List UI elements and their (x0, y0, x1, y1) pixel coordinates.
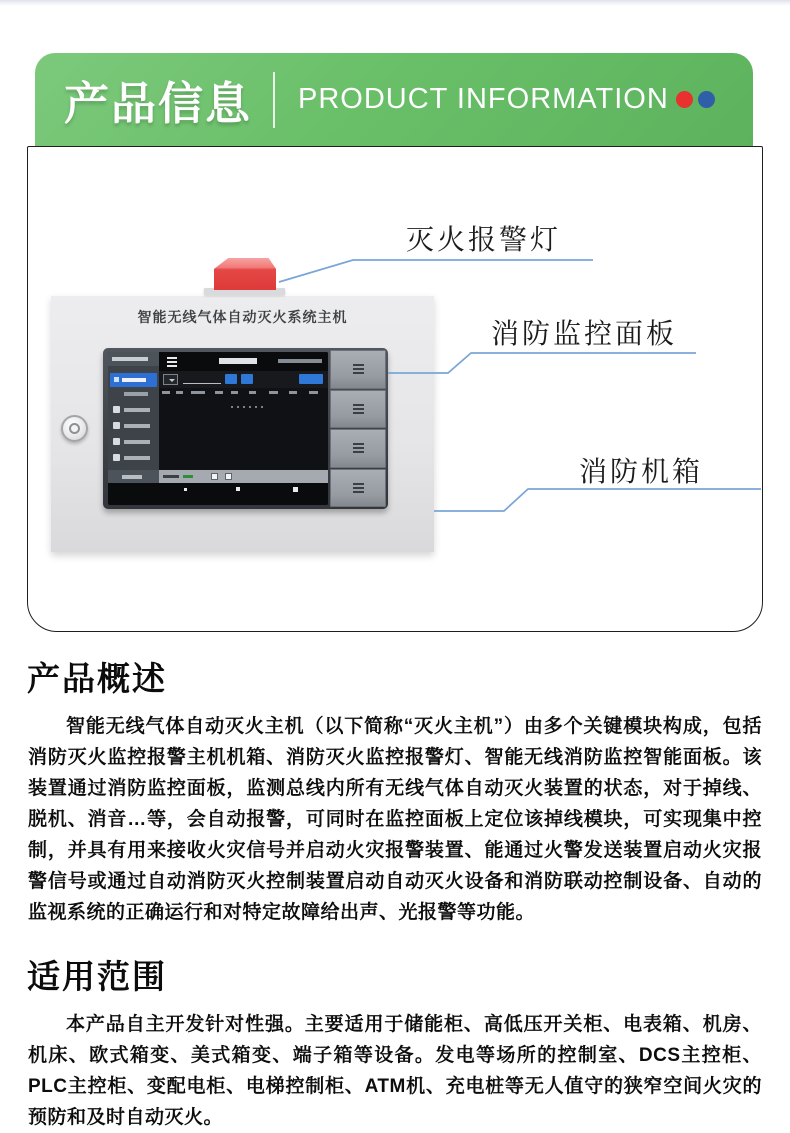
callout-label-fire-cabinet: 消防机箱 (579, 456, 704, 487)
banner-divider (273, 72, 275, 128)
product-info-banner (35, 53, 753, 146)
page-top-edge (0, 0, 790, 6)
overview-body: 智能无线气体自动灭火主机（以下简称“灭火主机”）由多个关键模块构成，包括消防灭火监控报警主机机箱、消防灭火监控报警灯、智能无线消防监控智能面板。该装置通过消防监控面板，监测总线内所有无线气体自动灭火装置的状态，对于掉线、脱机、消音…等，会自动报警，可同时在监控面板上定位该掉线模块，可实现集中控制，并具有用来接收火灾信号并启动火灾报警装置、能通过火警发送装置启动火灾报警信号或通过自动消防灭火控制装置启动自动灭火设备和消防联动控制设备、自动的监视系统的正确运行和对特定故障给出声、光报警等功能。 (28, 716, 762, 923)
text-sections (0, 632, 790, 1133)
banner-title-cn: 产品信息 (64, 78, 253, 129)
callout-lines (28, 147, 764, 633)
cabinet-title: 智能无线气体自动灭火系统主机 (137, 309, 348, 325)
callout-label-monitor-panel: 消防监控面板 (491, 318, 678, 349)
scope-heading: 适用范围 (27, 958, 167, 995)
product-figure-card (27, 146, 763, 632)
banner-title-en: PRODUCT INFORMATION (298, 83, 669, 115)
overview-heading: 产品概述 (27, 660, 167, 697)
scope-body: 本产品自主开发针对性强。主要适用于储能柜、高低压开关柜、电表箱、机房、机床、欧式箱变、美式箱变、端子箱等设备。发电等场所的控制室、DCS主控柜、PLC主控柜、变配电柜、电梯控制柜、ATM机、充电桩等无人值守的狭窄空间火灾的预防和及时自动灭火。 (28, 1014, 762, 1128)
brand-dot-red-icon (676, 91, 693, 108)
brand-dot-blue-icon (698, 91, 715, 108)
callout-label-alarm-light: 灭火报警灯 (406, 224, 562, 255)
brand-dots (676, 91, 715, 108)
